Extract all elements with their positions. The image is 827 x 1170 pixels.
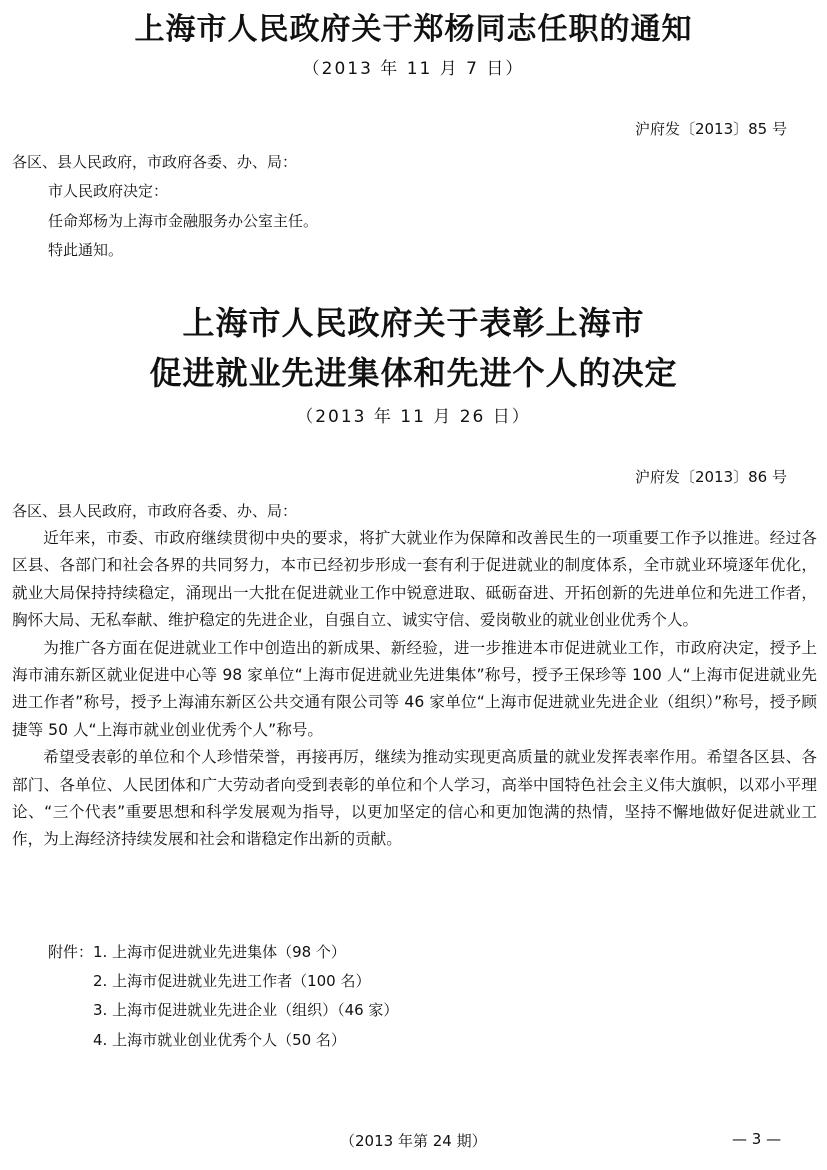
notice1-line: 市人民政府决定： bbox=[48, 182, 169, 200]
page-number: — 3 — bbox=[732, 1130, 782, 1148]
notice2-date: （2013 年 11 月 26 日） bbox=[296, 407, 531, 427]
notice2-salutation: 各区、县人民政府，市政府各委、办、局： bbox=[12, 502, 298, 520]
notice1-line: 任命郑杨为上海市金融服务办公室主任。 bbox=[48, 212, 319, 230]
notice1-doc-number: 沪府发〔2013〕85 号 bbox=[634, 120, 787, 138]
notice1-date: （2013 年 11 月 7 日） bbox=[302, 59, 525, 79]
notice1-salutation: 各区、县人民政府，市政府各委、办、局： bbox=[12, 153, 298, 171]
body-paragraph: 近年来，市委、市政府继续贯彻中央的要求，将扩大就业作为保障和改善民生的一项重要工作予以推进。经过各区县、各部门和社会各界的共同努力，本市已经初步形成一套有利于促进就业的制度体系，全市就业环境逐年优化，就业大局保持持续稳定，涌现出一大批在促进就业工作中锐意进取、砥砺奋进、开拓创新的先进单位和先进工作者，胸怀大局、无私奉献、维护稳定的先进企业，自强自立、诚实守信、爱岗敬业的就业创业优秀个人。 bbox=[12, 529, 817, 630]
notice2-title-line2: 促进就业先进集体和先进个人的决定 bbox=[149, 354, 678, 392]
notice2-doc-number: 沪府发〔2013〕86 号 bbox=[634, 468, 787, 486]
issue-number: （2013 年第 24 期） bbox=[340, 1132, 487, 1150]
body-paragraph: 希望受表彰的单位和个人珍惜荣誉，再接再厉，继续为推动实现更高质量的就业发挥表率作用。希望各区县、各部门、各单位、人民团体和广大劳动者向受到表彰的单位和个人学习，高举中国特色社会主义伟大旗帜，以邓小平理论、“三个代表”重要思想和科学发展观为指导，以更加坚定的信心和更加饱满的热情，坚持不懈地做好促进就业工作，为上海经济持续发展和社会和谐稳定作出新的贡献。 bbox=[12, 748, 817, 849]
notice2-title-line1: 上海市人民政府关于表彰上海市 bbox=[182, 304, 645, 342]
attachment-item: 3. 上海市促进就业先进企业（组织）（46 家） bbox=[93, 1001, 399, 1019]
notice1-line: 特此通知。 bbox=[48, 241, 124, 259]
attachment-item: 附件：1. 上海市促进就业先进集体（98 个） bbox=[48, 943, 346, 961]
attachment-item: 2. 上海市促进就业先进工作者（100 名） bbox=[93, 972, 371, 990]
notice2-body bbox=[12, 525, 817, 854]
attachment-item: 4. 上海市就业创业优秀个人（50 名） bbox=[93, 1031, 346, 1049]
body-paragraph: 为推广各方面在促进就业工作中创造出的新成果、新经验，进一步推进本市促进就业工作，市政府决定，授予上海市浦东新区就业促进中心等 98 家单位“上海市促进就业先进集体”称号，授予王保珍等 100 人“上海市促进就业先进工作者”称号，授予上海浦东新区公共交通有限公司等 46 家单位“上海市促进就业先进企业（组织）”称号，授予顾捷等 50 人“上海市就业创业优秀个人”称号。 bbox=[12, 638, 817, 739]
notice1-title: 上海市人民政府关于郑杨同志任职的通知 bbox=[134, 12, 693, 47]
